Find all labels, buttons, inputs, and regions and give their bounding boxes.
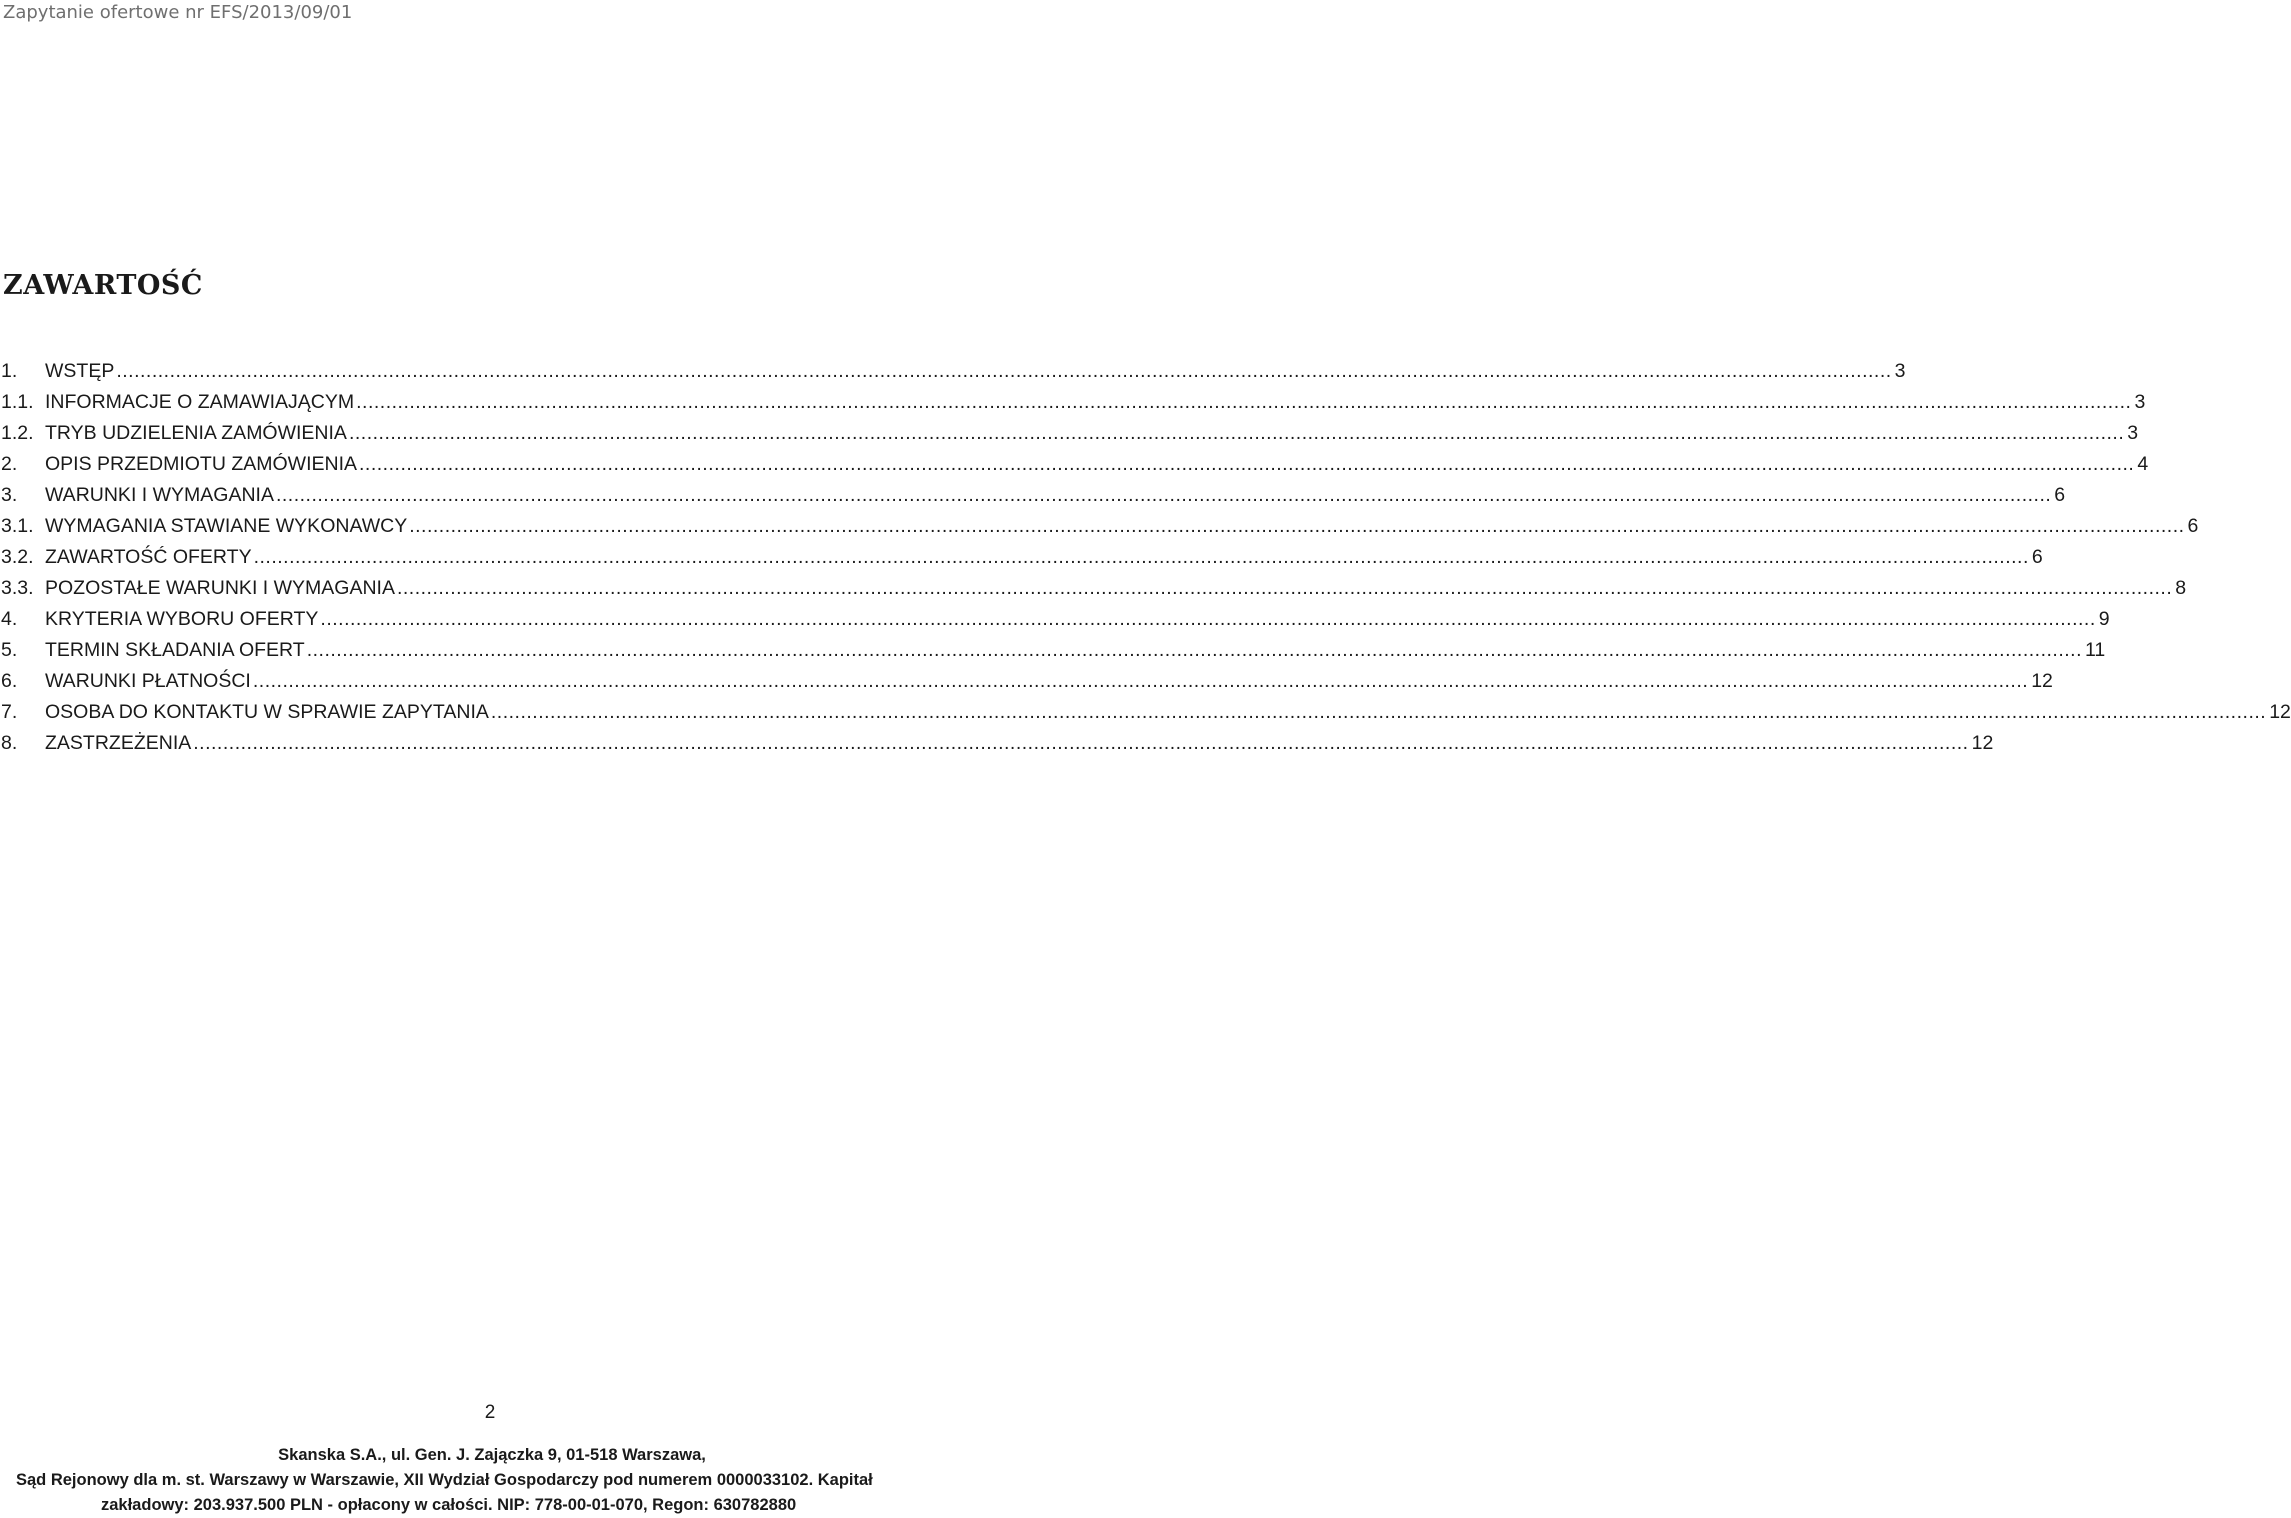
- toc-entry[interactable]: [0, 449, 2149, 480]
- table-of-contents: [0, 356, 2291, 759]
- toc-entry-title: OPIS PRZEDMIOTU ZAMÓWIENIA: [45, 453, 358, 475]
- toc-dot-leader: ............................................................................................................................................................................................................................................................................................................: [490, 701, 2267, 723]
- toc-entry[interactable]: [0, 666, 2053, 697]
- toc-entry[interactable]: [0, 511, 2199, 542]
- toc-entry-page: 6: [2187, 515, 2199, 537]
- toc-entry[interactable]: [0, 480, 2066, 511]
- document-header: Zapytanie ofertowe nr EFS/2013/09/01: [3, 2, 353, 23]
- toc-entry[interactable]: [0, 356, 1906, 387]
- toc-entry-page: 9: [2098, 608, 2110, 630]
- page-number: 2: [484, 1402, 496, 1423]
- toc-dot-leader: ............................................................................................................................................................................................................................................................................................................: [320, 608, 2096, 630]
- toc-entry-title: KRYTERIA WYBORU OFERTY: [45, 608, 319, 630]
- toc-dot-leader: ............................................................................................................................................................................................................................................................................................................: [348, 422, 2125, 444]
- toc-entry-number: 4.: [1, 608, 18, 630]
- toc-entry-number: 8.: [1, 732, 18, 754]
- toc-entry-number: 3.1.: [1, 515, 34, 537]
- toc-entry-page: 12: [2031, 670, 2053, 692]
- toc-entry-page: 3: [2134, 391, 2146, 413]
- toc-dot-leader: ............................................................................................................................................................................................................................................................................................................: [396, 577, 2173, 599]
- toc-entry-number: 3.: [1, 484, 18, 506]
- toc-entry[interactable]: [0, 418, 2139, 449]
- toc-entry[interactable]: [0, 542, 2043, 573]
- toc-title: ZAWARTOŚĆ: [3, 270, 203, 301]
- toc-entry-page: 6: [2054, 484, 2066, 506]
- footer-line-court: Sąd Rejonowy dla m. st. Warszawy w Warszawie, XII Wydział Gospodarczy pod numerem 0000033102. Kapitał: [16, 1471, 873, 1489]
- toc-entry-title: WARUNKI PŁATNOŚCI: [45, 670, 251, 692]
- toc-entry-page: 3: [1894, 360, 1906, 382]
- toc-dot-leader: ............................................................................................................................................................................................................................................................................................................: [275, 484, 2052, 506]
- toc-entry-number: 1.1.: [1, 391, 34, 413]
- toc-dot-leader: ............................................................................................................................................................................................................................................................................................................: [253, 546, 2029, 568]
- toc-entry-number: 6.: [1, 670, 18, 692]
- toc-entry[interactable]: [0, 604, 2110, 635]
- toc-entry-title: INFORMACJE O ZAMAWIAJĄCYM: [45, 391, 355, 413]
- toc-entry-title: ZAWARTOŚĆ OFERTY: [45, 546, 252, 568]
- toc-entry-title: WYMAGANIA STAWIANE WYKONAWCY: [45, 515, 408, 537]
- toc-entry-title: TERMIN SKŁADANIA OFERT: [45, 639, 305, 661]
- toc-entry-page: 11: [2085, 639, 2106, 661]
- toc-dot-leader: ............................................................................................................................................................................................................................................................................................................: [252, 670, 2029, 692]
- toc-entry-title: POZOSTAŁE WARUNKI I WYMAGANIA: [45, 577, 395, 599]
- toc-dot-leader: ............................................................................................................................................................................................................................................................................................................: [116, 360, 1892, 382]
- toc-entry-page: 4: [2137, 453, 2149, 475]
- toc-dot-leader: ............................................................................................................................................................................................................................................................................................................: [356, 391, 2132, 413]
- toc-entry-title: ZASTRZEŻENIA: [45, 732, 192, 754]
- toc-entry-page: 6: [2031, 546, 2043, 568]
- toc-entry-number: 2.: [1, 453, 18, 475]
- toc-dot-leader: ............................................................................................................................................................................................................................................................................................................: [193, 732, 1969, 754]
- toc-entry-title: WSTĘP: [45, 360, 115, 382]
- toc-entry-number: 7.: [1, 701, 18, 723]
- toc-entry-page: 12: [2269, 701, 2291, 723]
- toc-entry-page: 8: [2175, 577, 2187, 599]
- toc-entry[interactable]: [0, 728, 1994, 759]
- toc-entry-title: OSOBA DO KONTAKTU W SPRAWIE ZAPYTANIA: [45, 701, 489, 723]
- footer-line-capital: zakładowy: 203.937.500 PLN - opłacony w całości. NIP: 778-00-01-070, Regon: 630782880: [101, 1496, 797, 1514]
- toc-entry-number: 1.2.: [1, 422, 34, 444]
- toc-entry[interactable]: [0, 635, 2106, 666]
- company-footer: [0, 1443, 960, 1518]
- toc-entry-page: 3: [2127, 422, 2139, 444]
- toc-entry[interactable]: [0, 387, 2146, 418]
- toc-entry[interactable]: [0, 573, 2187, 604]
- toc-entry[interactable]: [0, 697, 2291, 728]
- toc-entry-number: 5.: [1, 639, 18, 661]
- toc-entry-title: TRYB UDZIELENIA ZAMÓWIENIA: [45, 422, 347, 444]
- toc-entry-number: 3.2.: [1, 546, 34, 568]
- toc-entry-title: WARUNKI I WYMAGANIA: [45, 484, 274, 506]
- toc-entry-page: 12: [1971, 732, 1994, 754]
- toc-entry-number: 1.: [1, 360, 18, 382]
- toc-dot-leader: ............................................................................................................................................................................................................................................................................................................: [359, 453, 2135, 475]
- toc-entry-number: 3.3.: [1, 577, 34, 599]
- toc-dot-leader: ............................................................................................................................................................................................................................................................................................................: [409, 515, 2185, 537]
- toc-dot-leader: ............................................................................................................................................................................................................................................................................................................: [306, 639, 2083, 661]
- footer-line-address: Skanska S.A., ul. Gen. J. Zajączka 9, 01-518 Warszawa,: [278, 1446, 706, 1464]
